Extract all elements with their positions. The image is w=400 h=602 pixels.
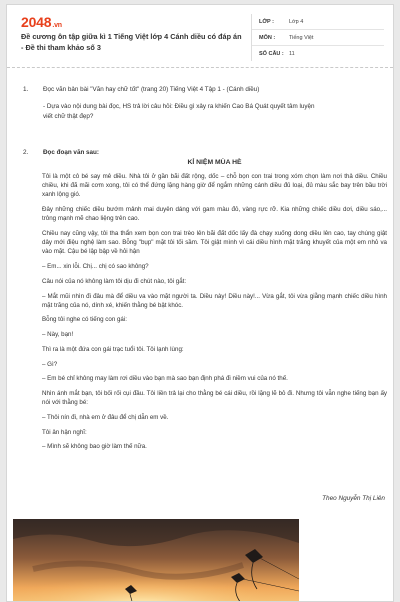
passage-paragraph: Nhìn ánh mắt bạn, tôi bối rối cụi đầu. Tôi liền trả lại cho thằng bé cái diều, rồi lặng lẽ bỏ đi. Nhưng tôi vẫn nghe tiếng bạn ấy nói với thằng bé:: [42, 389, 387, 407]
passage-author: Theo Nguyễn Thị Liên: [322, 495, 385, 502]
meta-label: MÔN :: [259, 34, 276, 41]
passage-paragraph: Tôi ân hận nghĩ:: [42, 428, 87, 436]
passage-paragraph: – Mình sẽ không bao giờ làm thế nữa.: [42, 443, 147, 451]
question-number: 1.: [23, 86, 29, 93]
passage-title: KỈ NIỆM MÙA HÈ: [187, 159, 242, 166]
question-heading: Đọc văn bản bài "Văn hay chữ tốt" (trang 20) Tiếng Việt 4 Tập 1 - (Cánh diều): [43, 86, 260, 93]
passage-paragraph: – Gì?: [42, 360, 58, 368]
passage-paragraph: Thì ra là một đứa con gái trạc tuổi tôi. Tôi lạnh lùng:: [42, 345, 184, 353]
passage-paragraph: – Thôi nín đi, nhà em ở đâu để chị dẫn em về.: [42, 413, 169, 421]
document-meta-table: [251, 14, 384, 61]
meta-row-question-count: [252, 46, 384, 61]
passage-paragraph: Câu nói của nó không làm tôi dịu đi chút nào, tôi gắt:: [42, 277, 187, 285]
reading-passage: [42, 159, 387, 457]
question-number: 2.: [23, 149, 29, 156]
meta-value: Lớp 4: [289, 18, 304, 25]
question-text-line: - Dựa vào nội dung bài đọc, HS trả lời câu hỏi: Điều gì xảy ra khiến Cao Bá Quát quyết tâm luyện: [43, 103, 315, 111]
document-header: [7, 5, 393, 68]
meta-value: Tiếng Việt: [289, 34, 314, 41]
passage-paragraph: – Này, bạn!: [42, 331, 74, 339]
document-title: Đề cương ôn tập giữa kì 1 Tiếng Việt lớp 4 Cánh diều có đáp án - Đề thi tham khảo số 3: [21, 32, 242, 52]
kite-sunset-illustration: [13, 519, 299, 602]
meta-label: SỐ CÂU :: [259, 50, 284, 57]
passage-paragraph: – Em bé chỉ không may làm rơi diều vào bạn mà sao bạn định phá đi niềm vui của nó thế.: [42, 375, 288, 383]
sunset-scene: [13, 519, 299, 602]
document-page: [6, 4, 394, 602]
passage-paragraph: – Em... xin lỗi. Chị... chị có sao không?: [42, 263, 149, 271]
meta-row-grade: [252, 14, 384, 30]
passage-paragraph: – Mắt mũi nhìn đi đâu mà để diều va vào mặt người ta. Diều này! Diều này!... Vừa gắt, tôi vừa giằng mạnh chiếc diều hình mặt trăng của nó, dính xé, khiến thằng bé bật khóc.: [42, 292, 387, 309]
logo-suffix: .vn: [52, 22, 62, 29]
passage-paragraph: Bỗng tôi nghe có tiếng con gái:: [42, 316, 127, 324]
passage-paragraph: Đây những chiếc diều bướm mảnh mai duyên dáng với gam màu đỏ, vàng rực rỡ. Kia những chiếc diều dơi, diều sáo,... trông mạnh mẽ chao liệng trên cao.: [42, 206, 387, 223]
passage-paragraph: Chiều nay cũng vậy, tôi tha thẩn xem bọn con trai trèo lên bãi đất dốc lấy đà chạy xuống dong diều lên cao, tay chúng giật dây mới điệu nghệ làm sao. Bỗng "bụp" mặt tôi tối sầm. Tôi giật mình vì cái diều hình mặt trăng khuyết của một em nhỏ va vào mặt. Cậu bé lập bập về hỏi hận: [42, 230, 387, 256]
passage-paragraph: Tôi là một cô bé say mê diều. Nhà tôi ở gần bãi đất rộng, dốc – chỗ bọn con trai trong xóm chọn làm nơi thả diều. Chiều chiều, khi đã mãi cơm xong, tôi có thể đứng lặng hàng giờ để ngắm những cánh diều đủ loại, đủ màu sắc bay trên bầu trời xanh lộng gió.: [42, 173, 387, 199]
site-logo[interactable]: [21, 14, 62, 30]
logo-text: 2048: [21, 14, 52, 30]
question-heading: Đọc đoạn văn sau:: [43, 149, 99, 156]
meta-value: 11: [289, 50, 295, 57]
meta-label: LỚP :: [259, 18, 274, 25]
question-text-line: viết chữ thật đẹp?: [43, 112, 94, 120]
meta-row-subject: [252, 30, 384, 46]
